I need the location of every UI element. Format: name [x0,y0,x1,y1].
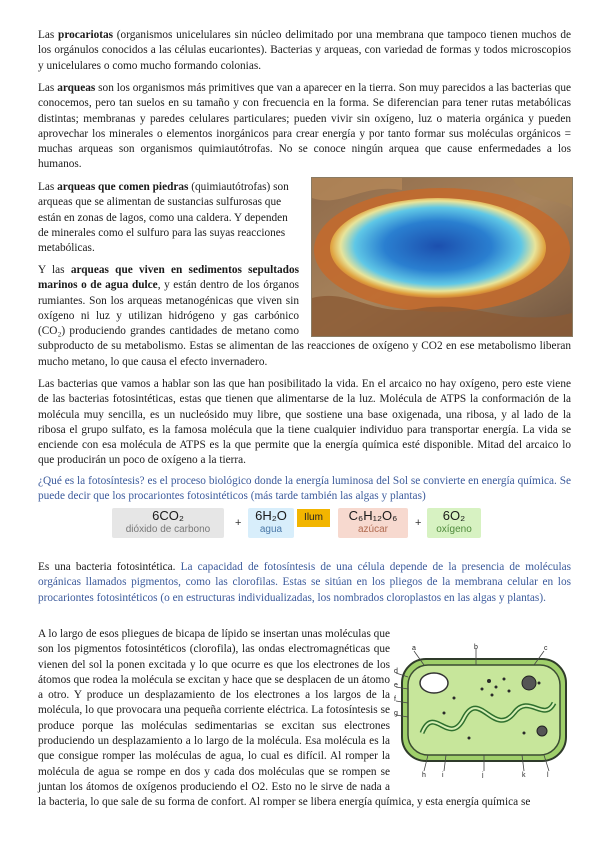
diagram-label-k: k [522,772,526,778]
term-arqueas-sedimentos: arqueas que viven en sedimentos sepultados marinos o de agua dulce [38,264,300,292]
bacterial-cell-diagram [394,643,571,778]
paragraph-arqueas-piedras: Las arqueas que comen piedras (quimiautótrofas) son arqueas que se alimentan de sustancias sulfurosas que están en zonas de lagos, como una caldera. Y dependen de minerales como el sulfuro para las suyas reacciones metabólicas. [38,181,289,255]
paragraph-fotosintesis: ¿Qué es la fotosíntesis? es el proceso biológico donde la energía luminosa del Sol se convierte en energía química. Se puede decir que los procariontes fotosintéticos (más tarde también las algas y plantas) [38,475,571,503]
paragraph-bacterias: Las bacterias que vamos a hablar son las que han posibilitado la vida. En el arcaico no hay oxígeno, pero este viene de las bacterias fotosintéticas, estas que tienen que alimentarse de la luz. Molécula de ATPS la conformación de la molécula muy sencilla, es un nucleósido muy libre, que sostiene una base oxigenada, una ribosa, y al lado de la ribosa el grupo sulfato, es la famosa molécula que la tiene cualquier individuo para transportar energía. La vida se enciende con esa molécula de ATPS es la que permite que la energía química esté disponible. Mitad del arcaico lo que producirán un poco de oxígeno a la tierra. [38,378,571,467]
diagram-label-b: b [474,644,478,651]
diagram-label-j: j [482,772,484,778]
eq-glucose: C₆H₁₂O₆ azúcar [338,508,408,538]
diagram-label-l: l [547,772,549,778]
eq-o2: 6O₂ oxígeno [427,508,481,538]
eq-ilum: Ilum [297,509,330,527]
eq-plus-2: + [415,517,422,529]
term-arqueas: arqueas [57,82,96,94]
term-procariotas: procariotas [58,29,114,41]
eq-co2: 6CO₂ dióxido de carbono [112,508,224,538]
diagram-label-h: h [422,772,426,778]
diagram-label-a: a [412,645,416,652]
paragraph-pigmentos: A lo largo de esos pliegues de bicapa de lípido se insertan unas moléculas que son los pigmentos fotosintéticos (clorofila), las ondas electromagnéticas que vienen del sol la ponen excitada y lo que ocurre es que los electrones de los átomos que rodea la molécula se excitan y hace que se desplacen de un átomo a otro. Y produce un desplazamiento de los electrones a los largos de la molécula, lo que provocara una pequeña corriente eléctrica. La fotosíntesis se produce porque las moléculas sedimentarias se excitan sus electrones produciendo un desplazamiento a lo largo de la molécula. Esa molécula es la que consigue romper las moléculas de agua, lo cual es difícil. Al romper la molécula de agua se rompe en dos y cada dos moléculas que se rompen se juntan los átomos de oxígenos produciendo el O2. Esto no le sirve de nada a la bacteria, lo que sale de su forma de confort. Al romper se libera energía química, y esta energía química se [38,628,531,809]
term-arqueas-piedras: arqueas que comen piedras [57,181,189,193]
diagram-label-e: e [394,682,398,689]
diagram-label-g: g [394,710,398,717]
paragraph-arqueas: Las arqueas son los organismos más primitives que van a aparecer en la tierra. Son muy parecidos a las bacterias que conocemos, pero tan suelos en su tamaño y con frecuencia en la forma. Se diferencian para tener rutas metabólicas distintas; membranas y paredes celulares particulares; pueden vivir sin oxígeno, luz o materia orgánica y pueden aprovechar los minerales o elementos inorgánicos para crear energía y por tanto formar sus moléculas orgánicos = muchas arqueas son organismos quimiautótrofas. No se conoce ningún arquea que cause enfermedades a los humanos. [38,82,571,171]
paragraph-procariotas: Las procariotas (organismos unicelulares sin núcleo delimitado por una membrana que tampoco tienen muchos de los orgánulos conocidos a las células eucariontes). Bacterias y arqueas, con variedad de formas y todos microscopios y unicelulares o como mucho formando colonias. [38,29,571,72]
diagram-label-i: i [442,772,444,778]
diagram-label-d: d [394,668,398,675]
diagram-label-c: c [544,645,548,652]
eq-h2o: 6H₂O agua [248,508,294,538]
eq-plus-1: + [235,517,242,529]
photosynthesis-equation [112,508,482,538]
paragraph-bacteria-fotosintetica: Es una bacteria fotosintética. La capacidad de fotosíntesis de una célula depende de la presencia de moléculas orgánicas llamados pigmentos, como las clorofilas. Estas se sitúan en los pliegos de la membrana celular en los procariontes fotosintéticos (o en estructuras individualizadas, los nombrados cloroplastos en las algas y plantas). [38,561,572,604]
paragraph-arqueas-sedimentos: Y las arqueas que viven en sedimentos sepultados marinos o de agua dulce, y están dentro de los órganos rumiantes. Son los arqueas metanogénicas que viven sin oxígeno ni luz y utilizan hidrógeno y gas carbónico (CO₂) produciendo grandes cantidades de metano como subproducto de su metabolismo. Estas se alimentan de las reacciones de oxígeno y CO2 en ese metabolismo liberan mucho metano, lo que causa el efecto invernadero. [38,264,571,368]
diagram-label-f: f [394,696,396,703]
